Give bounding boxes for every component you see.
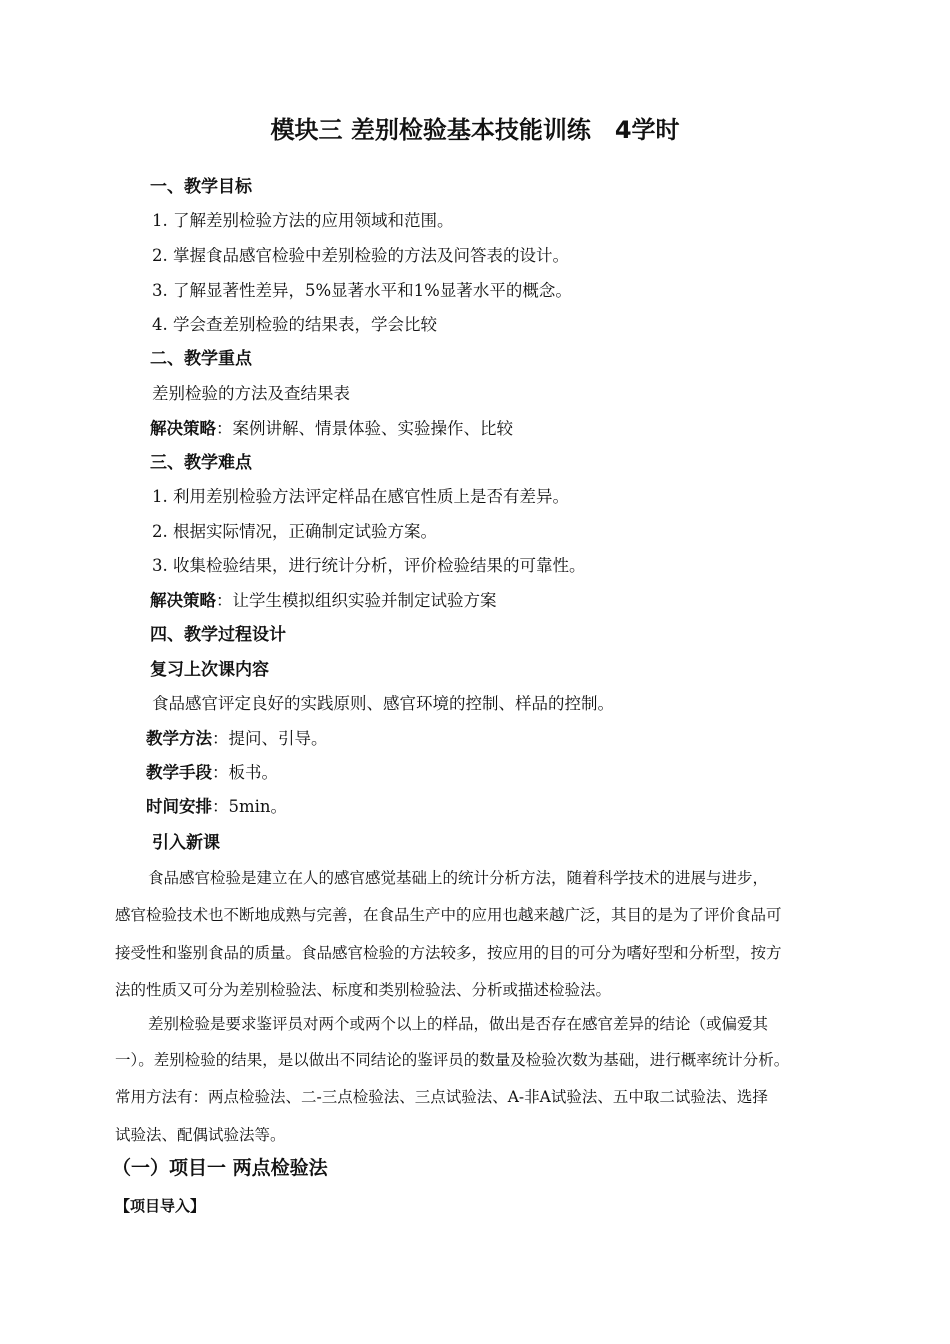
intro-heading: 引入新课 — [152, 833, 220, 853]
method-text: ：提问、引导。 — [212, 729, 328, 748]
paragraph-line: 法的性质又可分为差别检验法、标度和类别检验法、分析或描述检验法。 — [115, 981, 612, 999]
paragraph-line: 食品感官检验是建立在人的感官感觉基础上的统计分析方法，随着科学技术的进展与进步， — [148, 869, 769, 887]
project-intro-label: 【项目导入】 — [115, 1197, 206, 1215]
section-heading-key-points: 二、教学重点 — [150, 349, 252, 369]
strategy-text: ：让学生模拟组织实验并制定试验方案 — [216, 591, 497, 610]
means-label: 教学手段 — [146, 763, 212, 782]
time-text: ：5min。 — [212, 797, 288, 816]
method-line — [146, 729, 328, 749]
paragraph-line: 接受性和鉴别食品的质量。食品感官检验的方法较多，按应用的目的可分为嗜好型和分析型，按方 — [115, 944, 782, 962]
review-heading: 复习上次课内容 — [150, 660, 269, 680]
project-heading: （一）项目一 两点检验法 — [112, 1157, 328, 1179]
list-item: 3. 收集检验结果，进行统计分析，评价检验结果的可靠性。 — [152, 556, 586, 575]
means-text: ：板书。 — [212, 763, 278, 782]
method-label: 教学方法 — [146, 729, 212, 748]
paragraph-line: 一）。差别检验的结果，是以做出不同结论的鉴评员的数量及检验次数为基础，进行概率统计分析。 — [115, 1051, 790, 1069]
section-heading-process: 四、教学过程设计 — [150, 625, 286, 645]
time-line — [146, 797, 287, 817]
list-item: 2. 掌握食品感官检验中差别检验的方法及问答表的设计。 — [152, 246, 569, 265]
list-item: 1. 利用差别检验方法评定样品在感官性质上是否有差异。 — [152, 487, 569, 506]
paragraph-line: 常用方法有：两点检验法、二-三点检验法、三点试验法、A-非A试验法、五中取二试验法、选择 — [115, 1088, 768, 1106]
paragraph-line: 试验法、配偶试验法等。 — [115, 1126, 286, 1144]
paragraph-line: 感官检验技术也不断地成熟与完善，在食品生产中的应用也越来越广泛，其目的是为了评价食品可 — [115, 906, 782, 924]
strategy-text: ：案例讲解、情景体验、实验操作、比较 — [216, 419, 513, 438]
strategy-line — [150, 591, 497, 611]
document-title: 模块三 差别检验基本技能训练 4学时 — [270, 116, 680, 144]
section-heading-goals: 一、教学目标 — [150, 177, 252, 197]
list-item: 2. 根据实际情况，正确制定试验方案。 — [152, 522, 437, 541]
time-label: 时间安排 — [146, 797, 212, 816]
paragraph-line: 差别检验是要求鉴评员对两个或两个以上的样品，做出是否存在感官差异的结论（或偏爱其 — [148, 1015, 769, 1033]
list-item: 3. 了解显著性差异，5%显著水平和1%显著水平的概念。 — [152, 281, 572, 300]
section-heading-difficulties: 三、教学难点 — [150, 453, 252, 473]
strategy-label: 解决策略 — [150, 591, 216, 610]
means-line — [146, 763, 278, 783]
list-item: 4. 学会查差别检验的结果表，学会比较 — [152, 315, 437, 334]
key-points-text: 差别检验的方法及查结果表 — [152, 384, 350, 403]
list-item: 1. 了解差别检验方法的应用领域和范围。 — [152, 211, 454, 230]
strategy-line — [150, 419, 513, 439]
review-text: 食品感官评定良好的实践原则、感官环境的控制、样品的控制。 — [152, 694, 614, 713]
strategy-label: 解决策略 — [150, 419, 216, 438]
